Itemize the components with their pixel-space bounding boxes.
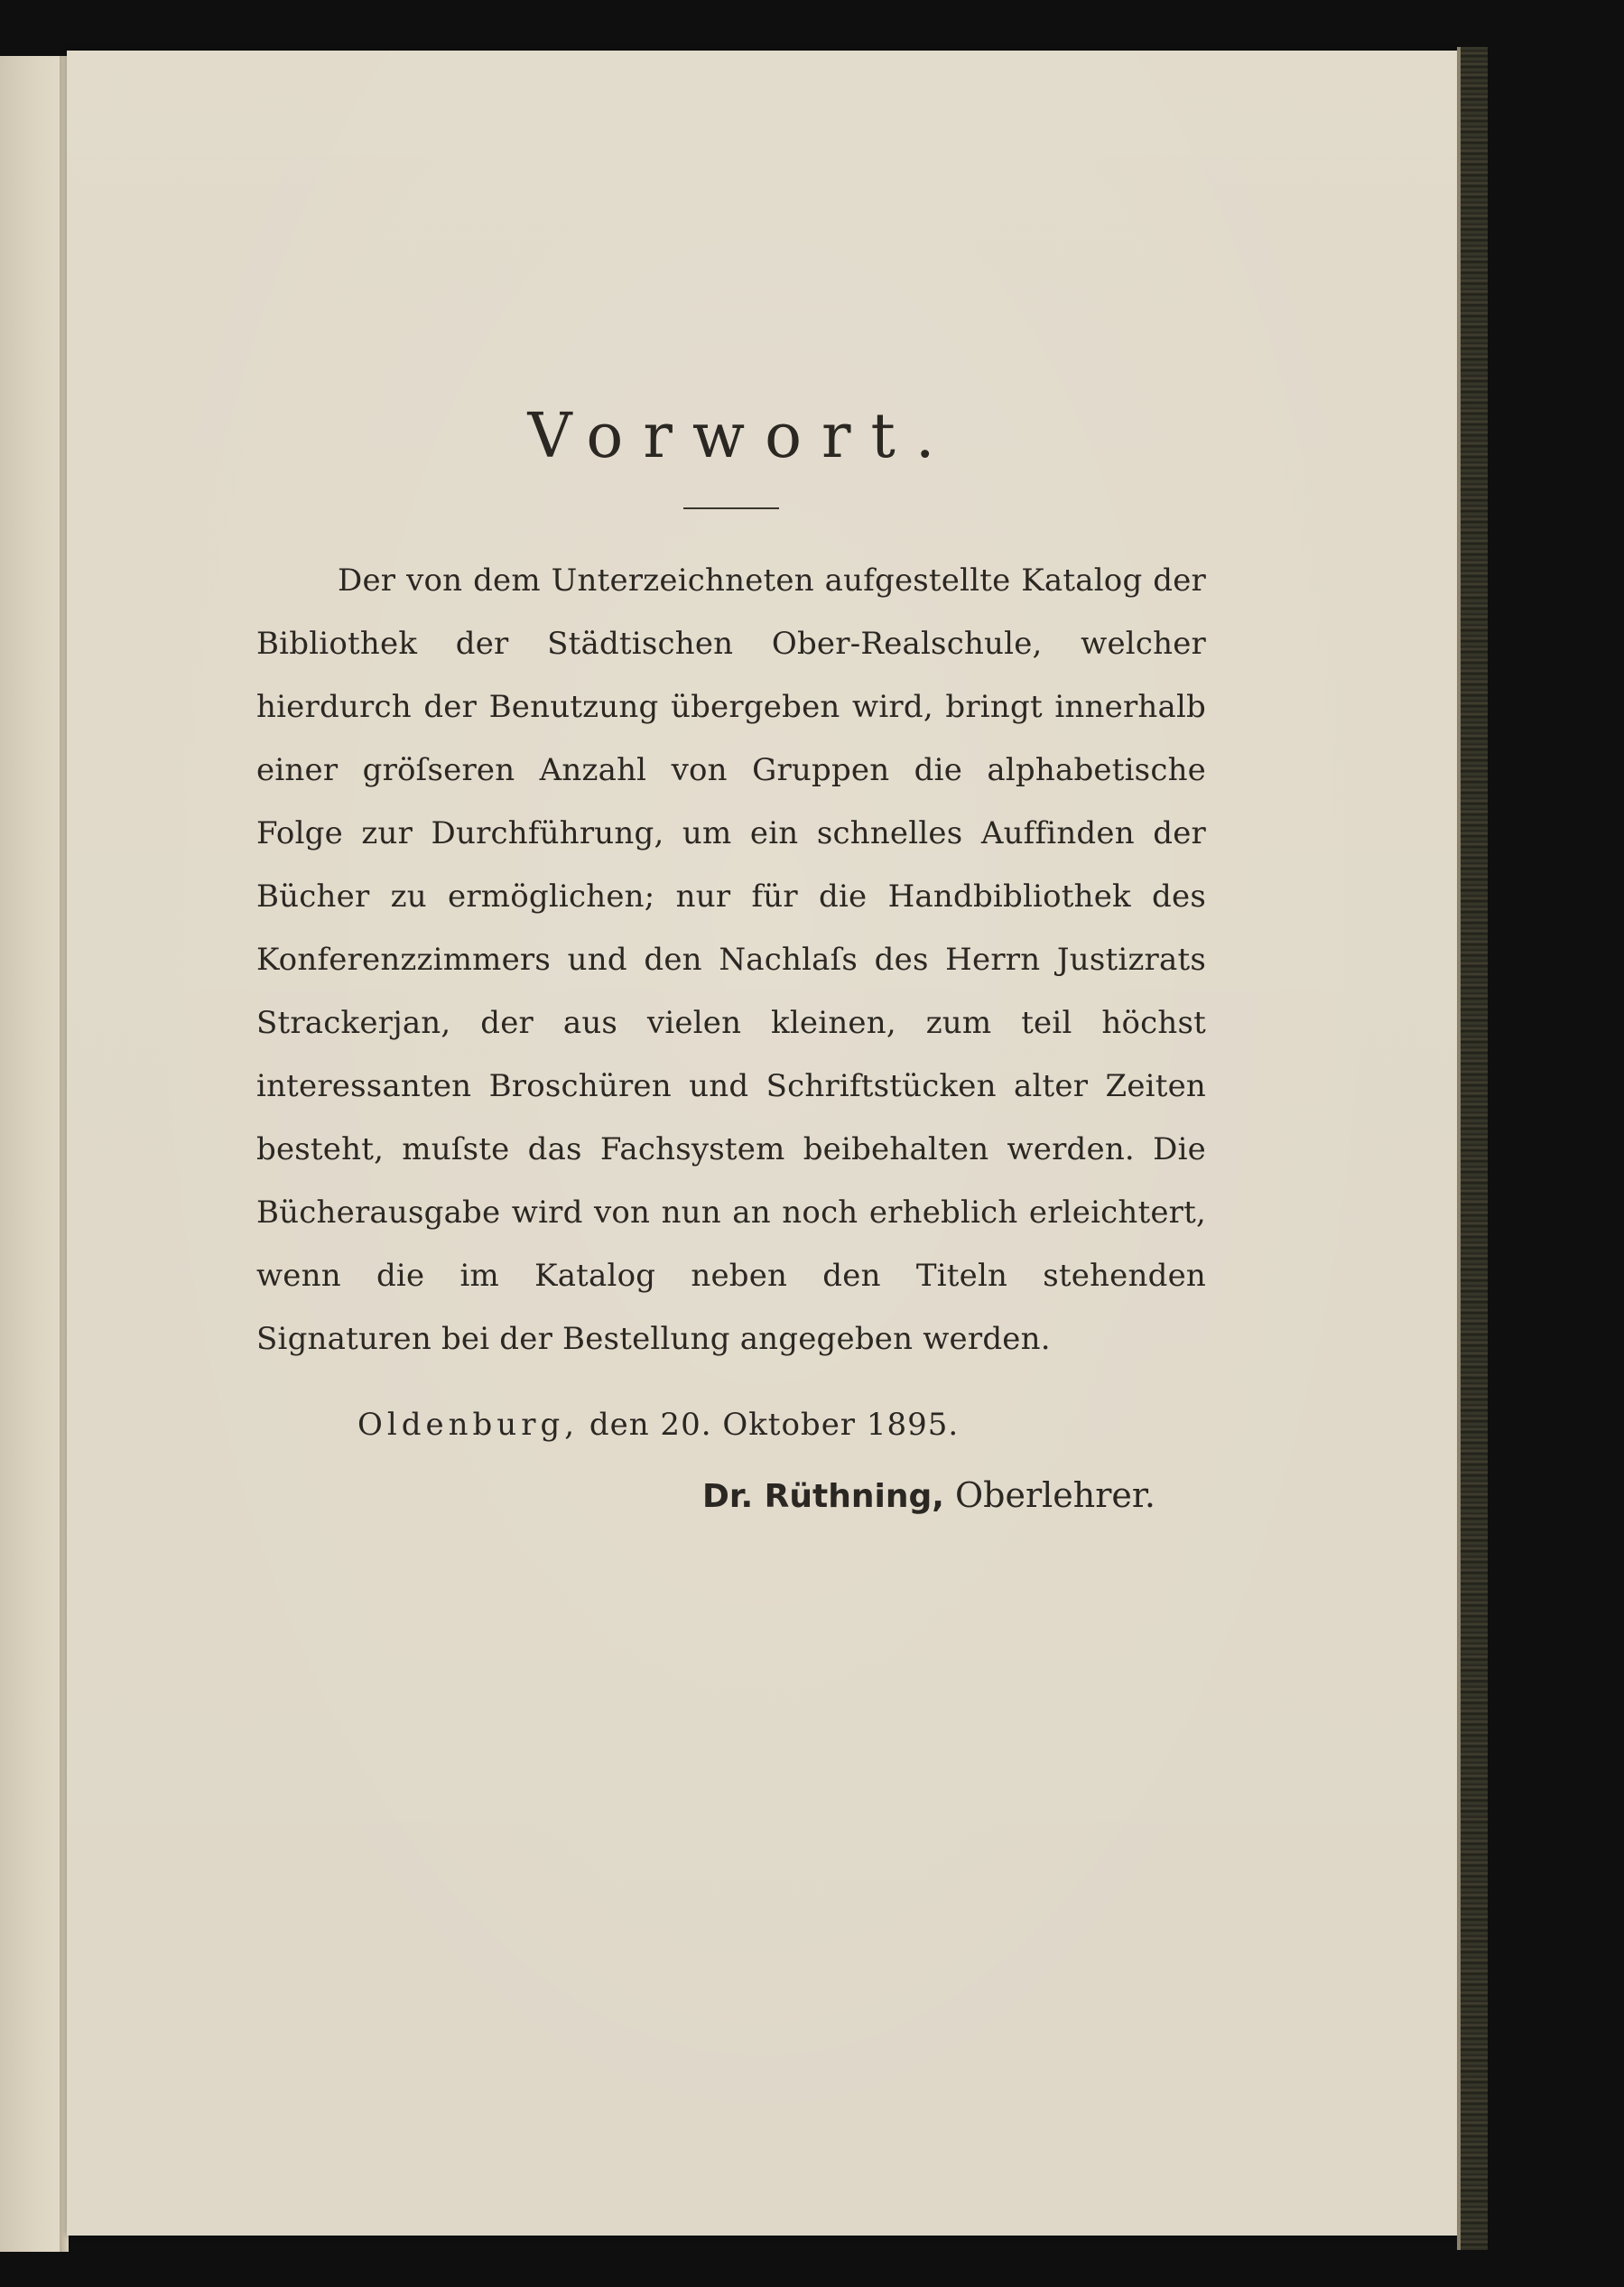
signature [256,1475,1206,1515]
dateline-date: den 20. Oktober 1895. [589,1407,960,1443]
page-edge-highlight [1457,47,1461,2250]
title-divider [683,507,779,509]
dateline-place: Oldenburg, [357,1407,580,1443]
page-content [256,401,1206,1515]
page-title: Vorwort. [527,401,955,472]
left-page-edge [0,56,65,2252]
signature-name: Dr. Rüthning, [701,1478,944,1515]
signature-role: Oberlehrer. [955,1475,1155,1515]
preface-text: Der von dem Unterzeichneten aufgestellte Katalog der Bibliothek der Städtischen Ober-Realschule, welcher hierdurch der Benutzung übergeben wird, bringt innerhalb einer gröſseren Anzahl von Gruppen die alphabetische Folge zur Durchführung, um ein schnelles Auffinden der Bücher zu ermöglichen; nur für die Handbibliothek des Konferenzzimmers und den Nachlaſs des Herrn Justizrats Strackerjan, der aus vielen kleinen, zum teil höchst interessanten Broschüren und Schriftstücken alter Zeiten besteht, muſste das Fachsystem beibehalten werden. Die Bücherausgabe wird von nun an noch erheblich erleichtert, wenn die im Katalog neben den Titeln stehenden Signaturen bei der Bestellung angegeben werden. [256,562,1206,1357]
dateline [256,1407,1206,1443]
preface-paragraph [256,549,1206,1371]
book-spine-edge [1457,47,1488,2250]
